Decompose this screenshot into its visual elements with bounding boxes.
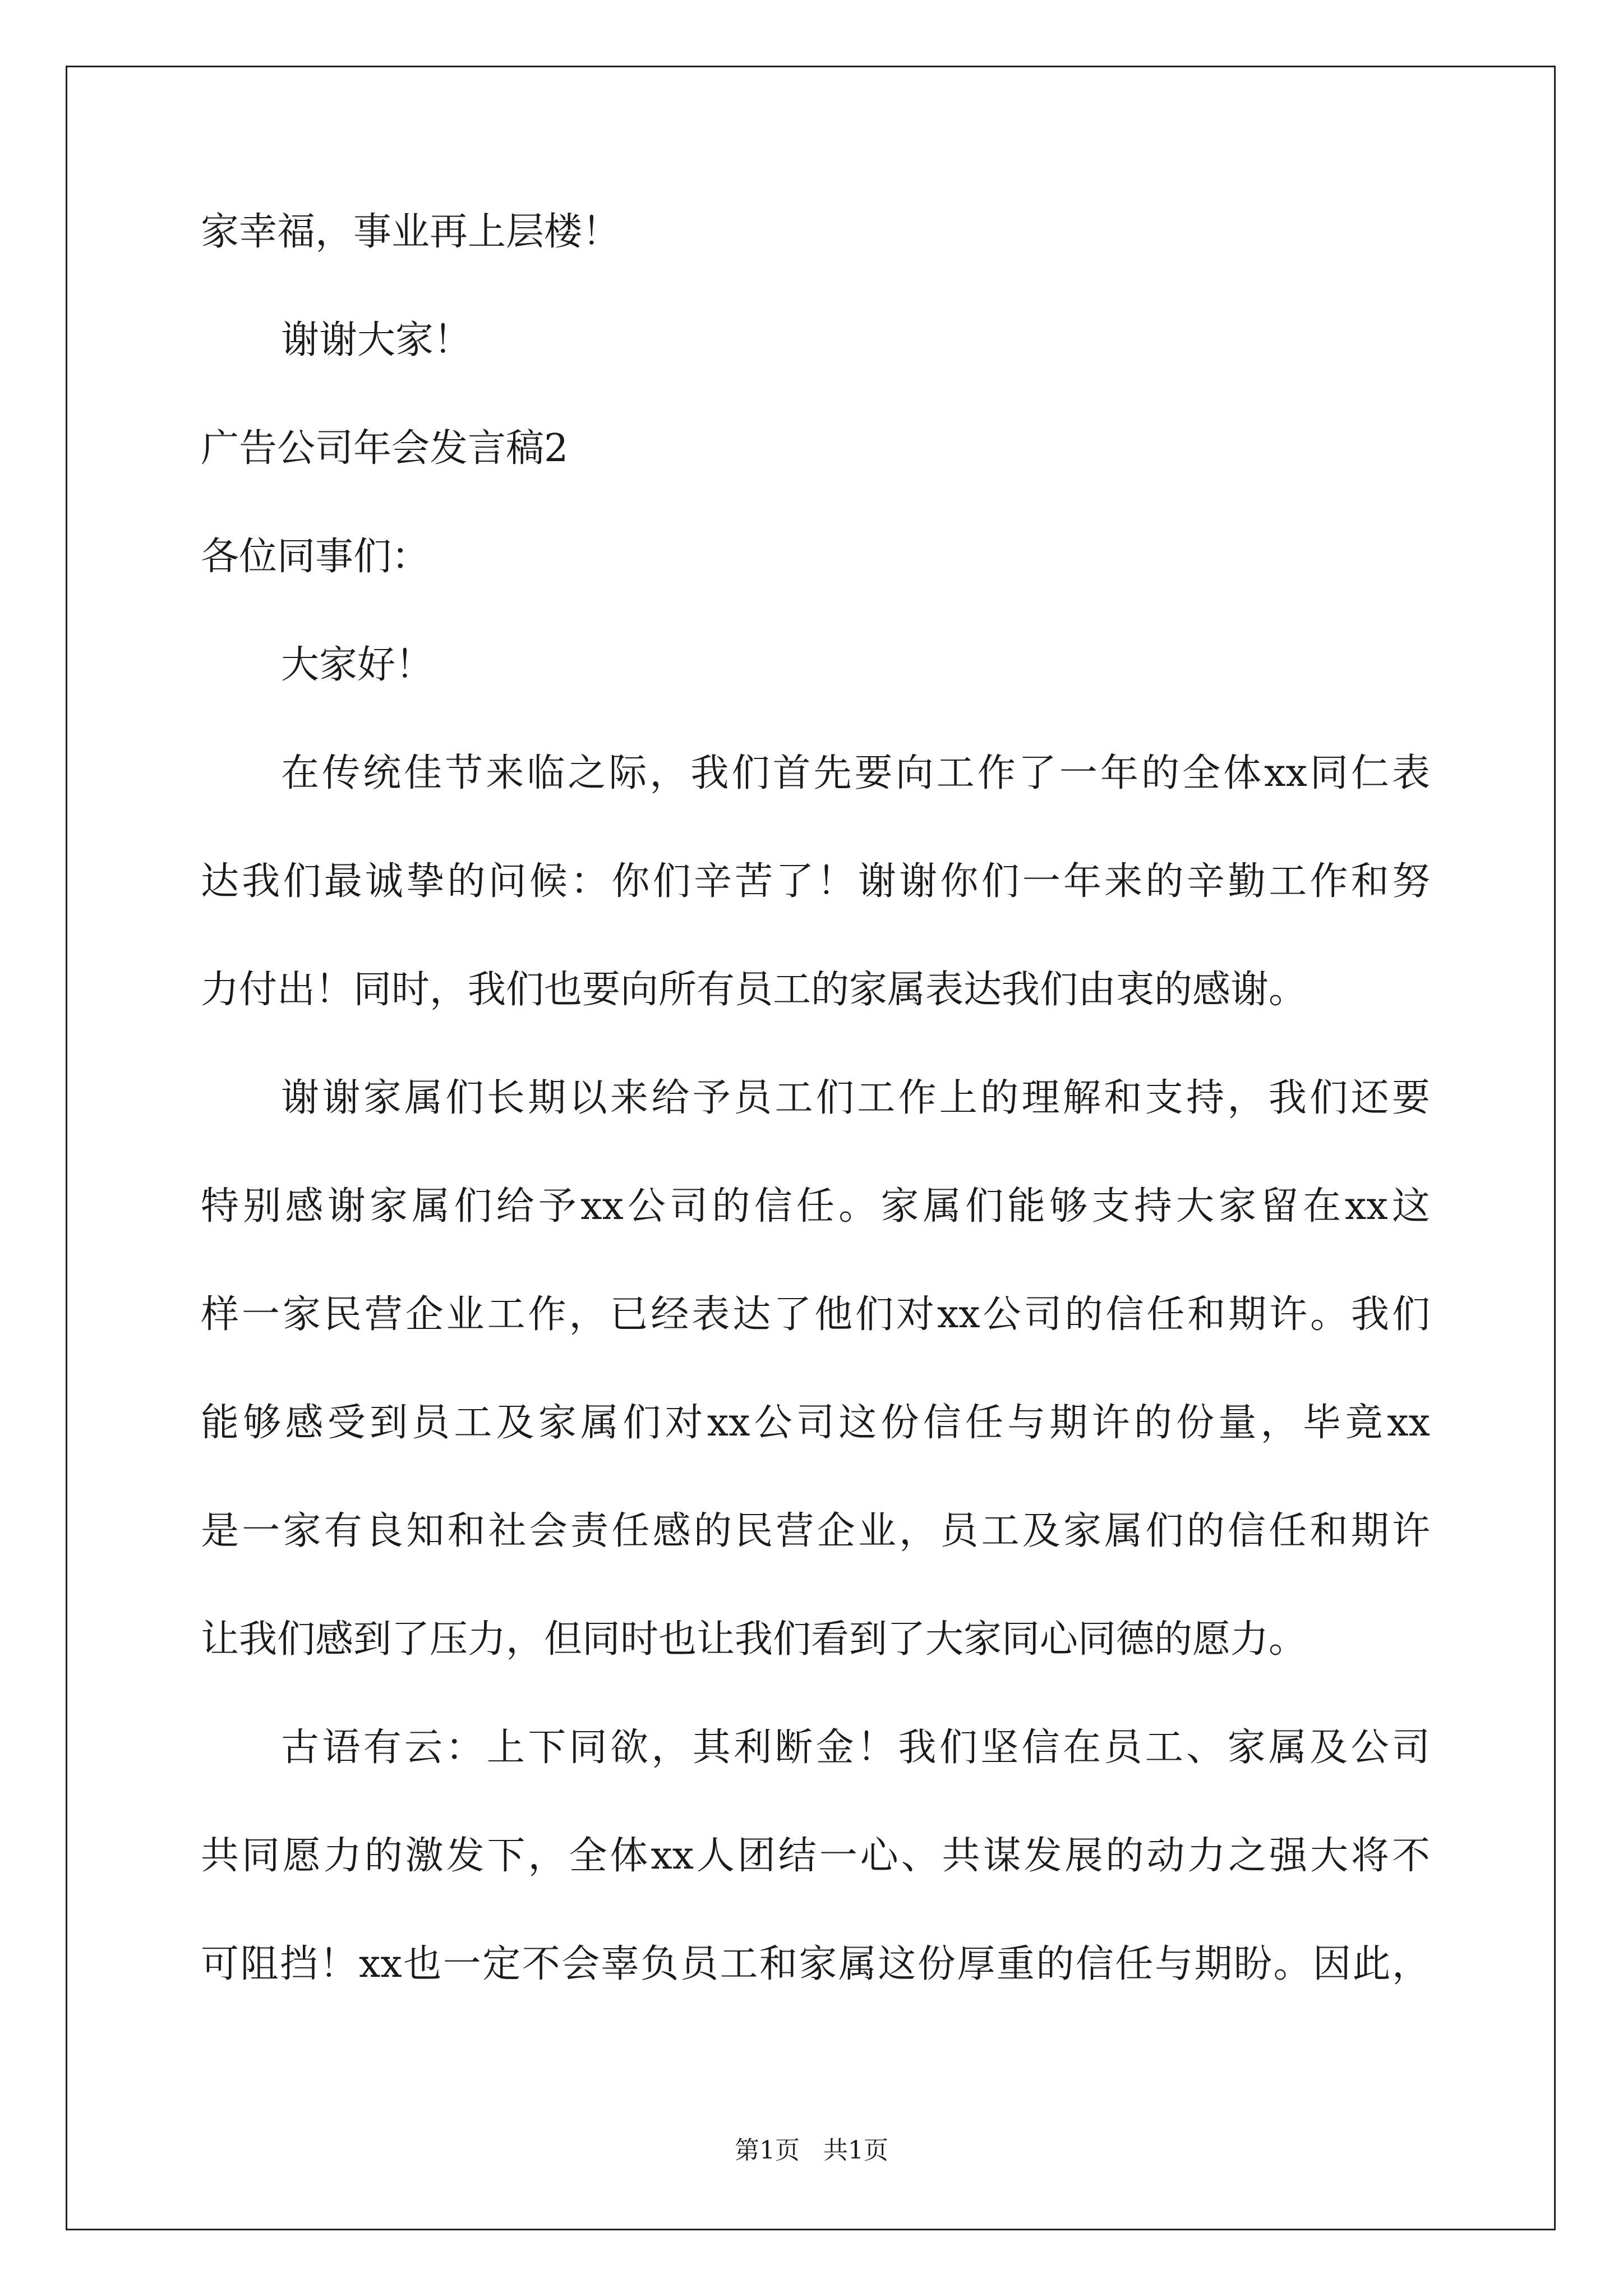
body-line: 达我们最诚挚的问候：你们辛苦了！谢谢你们一年来的辛勤工作和努 [201, 859, 1430, 904]
body-line: 样一家民营企业工作，已经表达了他们对xx公司的信任和期许。我们 [201, 1292, 1430, 1337]
closing-thanks: 谢谢大家！ [281, 318, 472, 362]
page-number: 第1页 共1页 [735, 2136, 888, 2165]
body-line: 是一家有良知和社会责任感的民营企业，员工及家属们的信任和期许 [201, 1509, 1430, 1553]
body-line: 力付出！同时，我们也要向所有员工的家属表达我们由衷的感谢。 [201, 968, 1307, 1012]
body-line: 特别感谢家属们给予xx公司的信任。家属们能够支持大家留在xx这 [201, 1184, 1430, 1228]
salutation: 各位同事们： [201, 535, 430, 579]
body-line: 可阻挡！xx也一定不会辜负员工和家属这份厚重的信任与期盼。因此， [201, 1942, 1430, 1986]
body-line: 让我们感到了压力，但同时也让我们看到了大家同心同德的愿力。 [201, 1617, 1307, 1662]
body-line: 谢谢家属们长期以来给予员工们工作上的理解和支持，我们还要 [281, 1076, 1430, 1120]
section-title: 广告公司年会发言稿2 [201, 426, 569, 471]
greeting: 大家好！ [281, 643, 434, 687]
body-line: 在传统佳节来临之际，我们首先要向工作了一年的全体xx同仁表 [281, 751, 1430, 795]
document-body [201, 210, 1430, 2054]
body-line: 共同愿力的激发下，全体xx人团结一心、共谋发展的动力之强大将不 [201, 1834, 1430, 1878]
body-line: 古语有云：上下同欲，其利断金！我们坚信在员工、家属及公司 [281, 1726, 1430, 1770]
body-line: 能够感受到员工及家属们对xx公司这份信任与期许的份量，毕竟xx [201, 1401, 1430, 1445]
body-line: 家幸福，事业再上层楼！ [201, 210, 621, 254]
